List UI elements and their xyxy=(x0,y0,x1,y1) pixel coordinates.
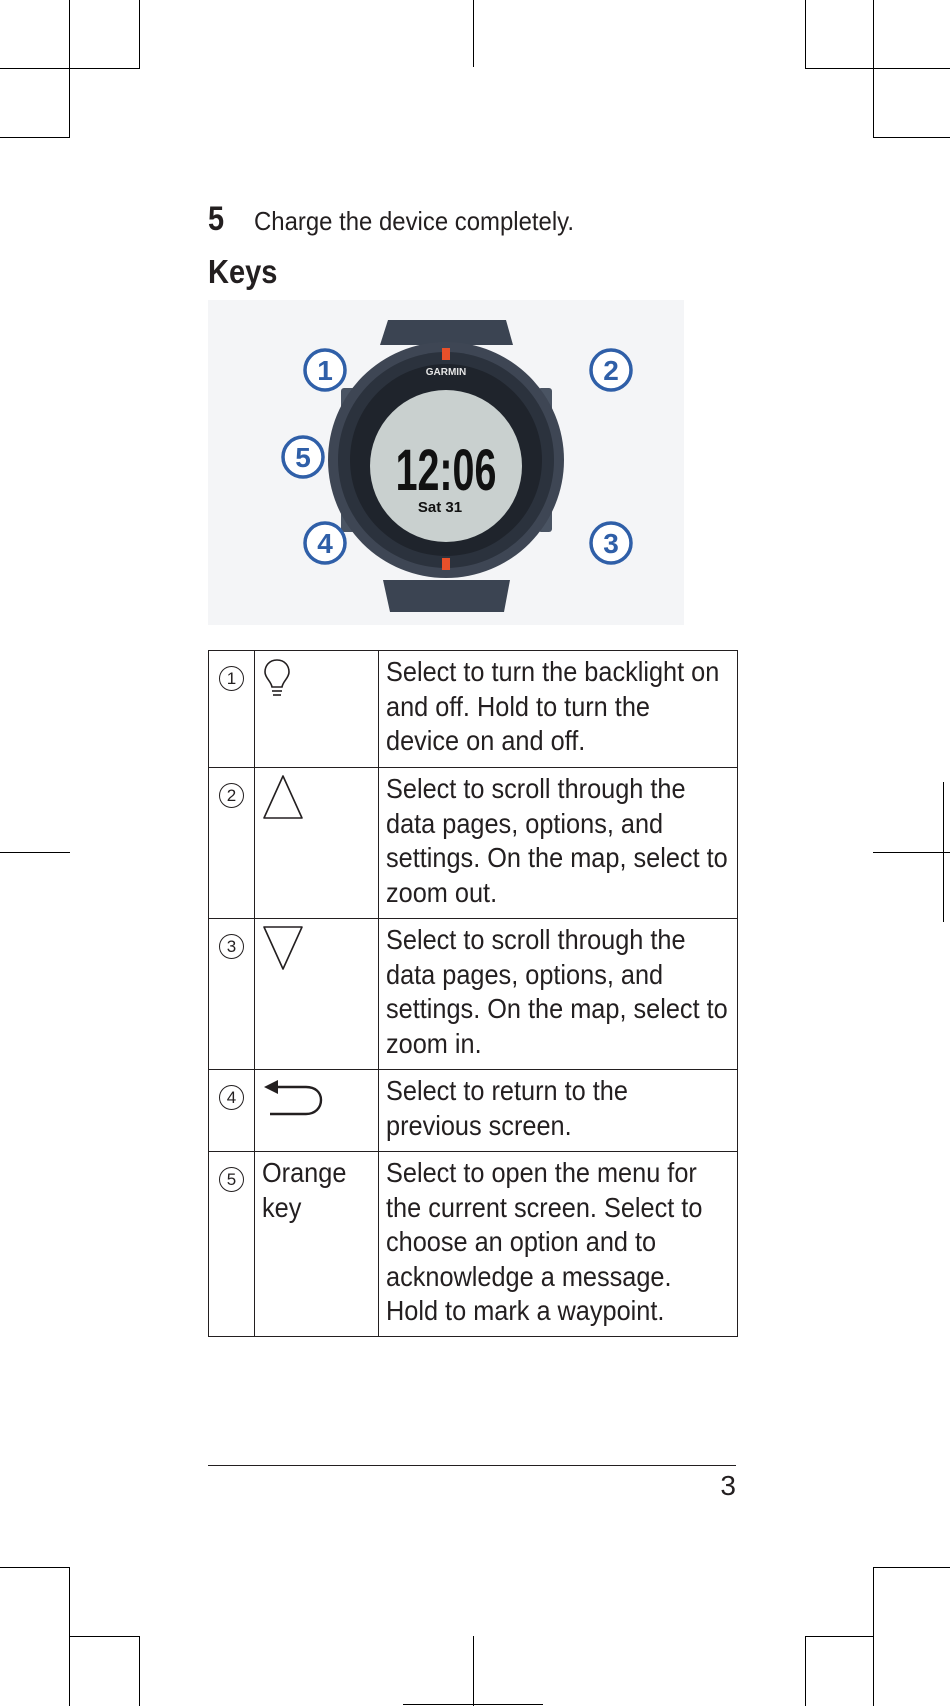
callout-5 xyxy=(283,437,323,477)
key-number: 4 xyxy=(219,1085,244,1110)
key-icon-cell xyxy=(255,1070,379,1152)
watch-time: 12:06 xyxy=(395,437,497,503)
table-row xyxy=(209,768,738,919)
key-description-cell xyxy=(379,1070,738,1152)
lightbulb-icon xyxy=(262,657,292,701)
key-number: 5 xyxy=(219,1167,244,1192)
table-row xyxy=(209,1070,738,1152)
key-description: Select to scroll through the data pages, options, and settings. On the map, select to zoom out. xyxy=(386,773,728,908)
callout-3 xyxy=(591,523,631,563)
footer-rule xyxy=(208,1465,736,1466)
callout-2-number: 2 xyxy=(603,355,619,386)
key-description-cell xyxy=(379,919,738,1070)
key-description-cell xyxy=(379,768,738,919)
watch-date: Sat 31 xyxy=(417,499,463,516)
up-triangle-icon xyxy=(262,774,304,820)
step-number: 5 xyxy=(208,200,225,238)
step-5 xyxy=(208,200,602,239)
callout-4-number: 4 xyxy=(317,528,333,559)
key-number: 3 xyxy=(219,934,244,959)
key-label: Orange key xyxy=(262,1157,347,1223)
key-description: Select to open the menu for the current screen. Select to choose an option and to acknowledge a message. Hold to mark a waypoint. xyxy=(386,1157,703,1326)
watch-brand: GARMIN xyxy=(425,367,467,378)
key-icon-cell xyxy=(255,651,379,768)
key-description: Select to return to the previous screen. xyxy=(386,1075,628,1141)
callout-5-number: 5 xyxy=(295,442,311,473)
key-number-cell xyxy=(209,768,255,919)
section-heading: Keys xyxy=(208,253,278,290)
callout-3-number: 3 xyxy=(603,528,619,559)
key-description: Select to turn the backlight on and off. Hold to turn the device on and off. xyxy=(386,656,720,756)
callout-4 xyxy=(305,523,345,563)
watch-strap-bottom xyxy=(383,580,510,612)
key-number-cell xyxy=(209,1152,255,1337)
step-text: Charge the device completely. xyxy=(254,206,575,236)
key-number: 1 xyxy=(219,666,244,691)
key-icon-cell xyxy=(255,768,379,919)
down-triangle-icon xyxy=(262,925,304,971)
key-description: Select to scroll through the data pages, options, and settings. On the map, select to zoom in. xyxy=(386,924,728,1059)
callout-2 xyxy=(591,350,631,390)
keys-table xyxy=(208,650,738,1337)
key-icon-cell xyxy=(255,919,379,1070)
key-number-cell xyxy=(209,651,255,768)
key-label-cell xyxy=(255,1152,379,1337)
callout-1-number: 1 xyxy=(317,355,333,386)
table-row xyxy=(209,651,738,768)
key-description-cell xyxy=(379,1152,738,1337)
table-row xyxy=(209,1152,738,1337)
key-number-cell xyxy=(209,1070,255,1152)
page-number: 3 xyxy=(720,1470,736,1501)
key-number: 2 xyxy=(219,783,244,808)
watch-illustration xyxy=(208,300,684,625)
table-row xyxy=(209,919,738,1070)
key-description-cell xyxy=(379,651,738,768)
back-arrow-icon xyxy=(262,1076,326,1122)
watch-strap-top xyxy=(380,320,513,345)
callout-1 xyxy=(305,350,345,390)
key-number-cell xyxy=(209,919,255,1070)
